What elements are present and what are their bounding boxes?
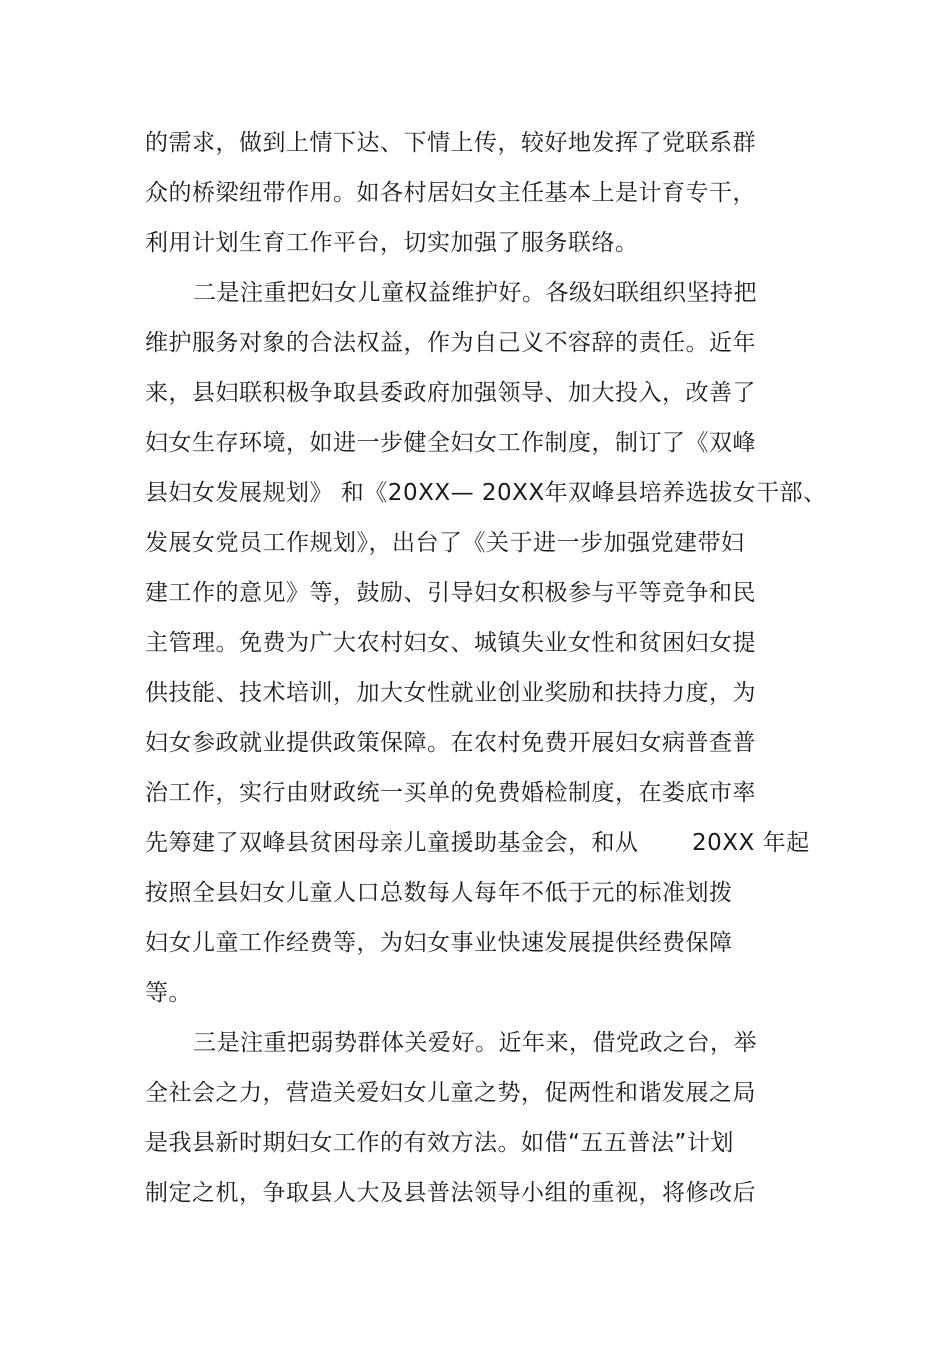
text-line: 妇女参政就业提供政策保障。在农村免费开展妇女病普查普 <box>145 730 756 756</box>
text-line: 县妇女发展规划》 和《20XX— 20XX年双峰县培养选拔女干部、 <box>145 480 827 506</box>
text-line: 众的桥梁纽带作用。如各村居妇女主任基本上是计育专干， <box>145 180 756 206</box>
paragraph-start-line: 二是注重把妇女儿童权益维护好。各级妇联组织坚持把 <box>193 280 757 306</box>
text-line-tail: 20XX 年起 <box>692 830 810 856</box>
text-line: 来，县妇联积极争取县委政府加强领导、加大投入，改善了 <box>145 380 756 406</box>
text-line: 建工作的意见》等，鼓励、引导妇女积极参与平等竞争和民 <box>145 580 756 606</box>
text-line: 是我县新时期妇女工作的有效方法。如借“五五普法”计划 <box>145 1130 734 1156</box>
text-line: 妇女儿童工作经费等，为妇女事业快速发展提供经费保障 <box>145 930 733 956</box>
text-line: 全社会之力，营造关爱妇女儿童之势，促两性和谐发展之局 <box>145 1080 756 1106</box>
text-line: 发展女党员工作规划》，出台了《关于进一步加强党建带妇 <box>145 530 745 556</box>
text-line: 妇女生存环境，如进一步健全妇女工作制度，制订了《双峰 <box>145 430 756 456</box>
text-line: 供技能、技术培训，加大女性就业创业奖励和扶持力度，为 <box>145 680 756 706</box>
text-line: 维护服务对象的合法权益，作为自己义不容辞的责任。近年 <box>145 330 756 356</box>
text-line: 利用计划生育工作平台，切实加强了服务联络。 <box>145 230 639 256</box>
text-line: 制定之机，争取县人大及县普法领导小组的重视，将修改后 <box>145 1180 756 1206</box>
paragraph-start-line: 三是注重把弱势群体关爱好。近年来，借党政之台，举 <box>193 1030 757 1056</box>
text-line: 先筹建了双峰县贫困母亲儿童援助基金会，和从 <box>145 830 639 856</box>
text-line: 的需求，做到上情下达、下情上传，较好地发挥了党联系群 <box>145 130 756 156</box>
text-line: 治工作，实行由财政统一买单的免费婚检制度，在娄底市率 <box>145 780 756 806</box>
text-line: 按照全县妇女儿童人口总数每人每年不低于元的标准划拨 <box>145 880 733 906</box>
text-line: 主管理。免费为广大农村妇女、城镇失业女性和贫困妇女提 <box>145 630 756 656</box>
text-line: 等。 <box>145 980 192 1006</box>
